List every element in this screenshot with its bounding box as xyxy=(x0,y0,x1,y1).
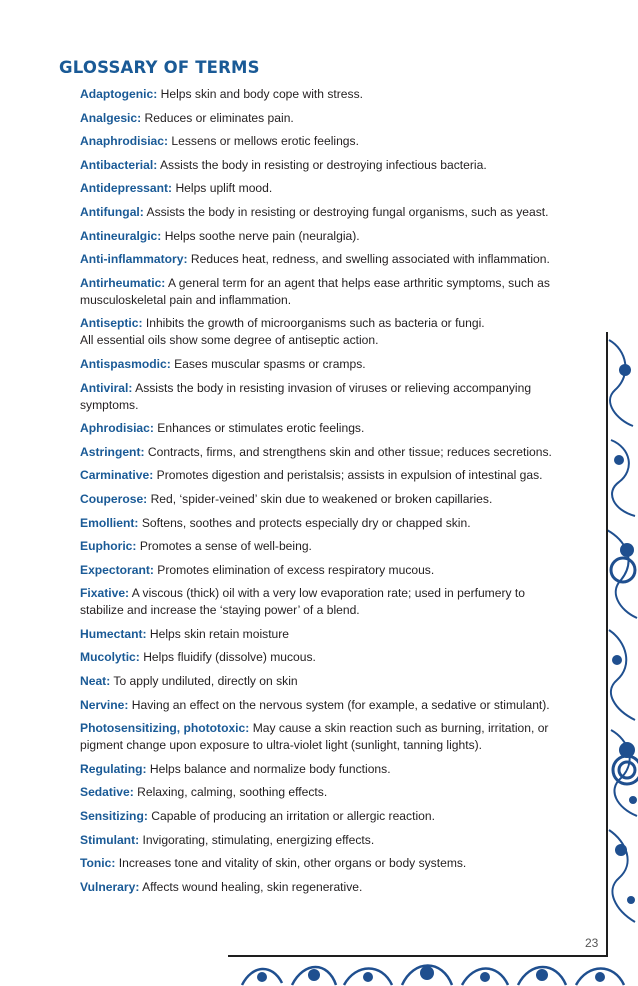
glossary-term: Fixative: xyxy=(80,586,130,601)
glossary-term: Antirheumatic: xyxy=(80,275,166,290)
glossary-entry xyxy=(80,467,556,484)
glossary-entry xyxy=(80,86,556,103)
glossary-definition: Helps soothe nerve pain (neuralgia). xyxy=(164,228,360,243)
glossary-entry xyxy=(80,761,556,778)
glossary-term: Vulnerary: xyxy=(80,879,140,894)
glossary-entry xyxy=(80,157,556,174)
glossary-definition: Helps fluidify (dissolve) mucous. xyxy=(143,650,316,665)
glossary-term: Anti-inflammatory: xyxy=(80,252,188,267)
glossary-entry xyxy=(80,673,556,690)
glossary-definition: Assists the body in resisting invasion of viruses or relieving accompanying symptoms. xyxy=(80,380,532,412)
glossary-entry xyxy=(80,832,556,849)
glossary-entry xyxy=(80,444,556,461)
glossary-term: Antiviral: xyxy=(80,380,133,395)
glossary-definition: Relaxing, calming, soothing effects. xyxy=(137,785,328,800)
glossary-term: Emollient: xyxy=(80,515,139,530)
glossary-definition: Capable of producing an irritation or allergic reaction. xyxy=(151,809,435,824)
glossary-term: Antifungal: xyxy=(80,204,144,219)
glossary-definition: Red, ‘spider-veined’ skin due to weakened or broken capillaries. xyxy=(150,491,493,506)
glossary-definition: Eases muscular spasms or cramps. xyxy=(174,356,366,371)
glossary-term: Carminative: xyxy=(80,468,154,483)
glossary-definition: Assists the body in resisting or destroying infectious bacteria. xyxy=(159,157,487,172)
glossary-definition: Affects wound healing, skin regenerative. xyxy=(142,879,363,894)
glossary-entry xyxy=(80,251,556,268)
glossary-entry xyxy=(80,491,556,508)
glossary-entry xyxy=(80,515,556,532)
glossary-definition: Inhibits the growth of microorganisms such as bacteria or fungi. All essential oils show some degree of antiseptic action. xyxy=(80,316,485,348)
glossary-term: Anaphrodisiac: xyxy=(80,134,169,149)
glossary-term: Couperose: xyxy=(80,491,148,506)
glossary-definition: Promotes elimination of excess respiratory mucous. xyxy=(157,562,435,577)
glossary-entry xyxy=(80,562,556,579)
glossary-term: Regulating: xyxy=(80,761,147,776)
glossary-definition: Increases tone and vitality of skin, other organs or body systems. xyxy=(118,856,467,871)
glossary-term: Antidepressant: xyxy=(80,181,173,196)
glossary-definition: Invigorating, stimulating, energizing effects. xyxy=(142,832,375,847)
glossary-definition: Assists the body in resisting or destroying fungal organisms, such as yeast. xyxy=(146,204,549,219)
glossary-term: Analgesic: xyxy=(80,110,142,125)
glossary-term: Tonic: xyxy=(80,856,116,871)
glossary-definition: Promotes a sense of well-being. xyxy=(139,539,312,554)
glossary-entry xyxy=(80,356,556,373)
glossary-term: Astringent: xyxy=(80,444,145,459)
glossary-list xyxy=(80,86,556,902)
glossary-definition: Enhances or stimulates erotic feelings. xyxy=(157,421,365,436)
glossary-definition: Helps skin retain moisture xyxy=(149,626,290,641)
glossary-term: Humectant: xyxy=(80,626,147,641)
glossary-definition: Helps uplift mood. xyxy=(175,181,273,196)
glossary-term: Adaptogenic: xyxy=(80,87,158,101)
glossary-entry xyxy=(80,720,556,754)
glossary-definition: Lessens or mellows erotic feelings. xyxy=(171,134,359,149)
glossary-entry xyxy=(80,315,556,349)
glossary-entry xyxy=(80,538,556,555)
glossary-definition: To apply undiluted, directly on skin xyxy=(113,674,298,689)
glossary-entry xyxy=(80,204,556,221)
frame-horizontal-line xyxy=(228,955,608,957)
floral-pattern-icon xyxy=(597,330,638,932)
glossary-term: Mucolytic: xyxy=(80,650,140,665)
glossary-entry xyxy=(80,879,556,896)
glossary-entry xyxy=(80,275,556,309)
glossary-definition: Promotes digestion and peristalsis; assists in expulsion of intestinal gas. xyxy=(156,468,543,483)
glossary-entry xyxy=(80,420,556,437)
glossary-entry xyxy=(80,626,556,643)
floral-band-icon xyxy=(232,955,638,986)
glossary-entry xyxy=(80,649,556,666)
glossary-definition: A general term for an agent that helps ease arthritic symptoms, such as musculoskeletal pain and inflammation. xyxy=(80,275,550,307)
page-title: GLOSSARY OF TERMS xyxy=(59,58,260,77)
glossary-term: Expectorant: xyxy=(80,562,154,577)
glossary-entry xyxy=(80,110,556,127)
glossary-term: Stimulant: xyxy=(80,832,140,847)
glossary-definition: May cause a skin reaction such as burning, irritation, or pigment change upon exposure to ultra-violet light (sunlight, tanning lights). xyxy=(80,721,549,753)
glossary-definition: Reduces heat, redness, and swelling associated with inflammation. xyxy=(190,252,550,267)
glossary-term: Antibacterial: xyxy=(80,157,158,172)
glossary-definition: Helps skin and body cope with stress. xyxy=(160,87,363,101)
glossary-definition: Helps balance and normalize body functions. xyxy=(149,761,391,776)
page-number: 23 xyxy=(585,936,599,950)
glossary-definition: Having an effect on the nervous system (for example, a sedative or stimulant). xyxy=(131,697,550,712)
glossary-definition: A viscous (thick) oil with a very low evaporation rate; used in perfumery to stabilize and increase the ‘staying power’ of a blend. xyxy=(80,586,525,618)
frame-vertical-line xyxy=(606,332,608,957)
glossary-definition: Reduces or eliminates pain. xyxy=(144,110,294,125)
glossary-term: Aphrodisiac: xyxy=(80,421,154,436)
glossary-entry xyxy=(80,180,556,197)
glossary-term: Antispasmodic: xyxy=(80,356,171,371)
glossary-entry xyxy=(80,855,556,872)
glossary-entry xyxy=(80,133,556,150)
glossary-entry xyxy=(80,380,556,414)
glossary-entry xyxy=(80,697,556,714)
glossary-term: Nervine: xyxy=(80,697,129,712)
glossary-term: Euphoric: xyxy=(80,539,137,554)
glossary-term: Neat: xyxy=(80,674,111,689)
floral-ornament-bottom xyxy=(232,955,638,986)
glossary-term: Antiseptic: xyxy=(80,316,143,331)
glossary-term: Sensitizing: xyxy=(80,809,148,824)
glossary-definition: Softens, soothes and protects especially dry or chapped skin. xyxy=(141,515,471,530)
glossary-term: Sedative: xyxy=(80,785,134,800)
glossary-entry xyxy=(80,228,556,245)
floral-ornament-right xyxy=(597,330,638,932)
glossary-term: Photosensitizing, phototoxic: xyxy=(80,721,250,736)
glossary-entry xyxy=(80,784,556,801)
glossary-term: Antineuralgic: xyxy=(80,228,162,243)
glossary-entry xyxy=(80,808,556,825)
glossary-definition: Contracts, firms, and strengthens skin and other tissue; reduces secretions. xyxy=(147,444,552,459)
glossary-entry xyxy=(80,585,556,619)
